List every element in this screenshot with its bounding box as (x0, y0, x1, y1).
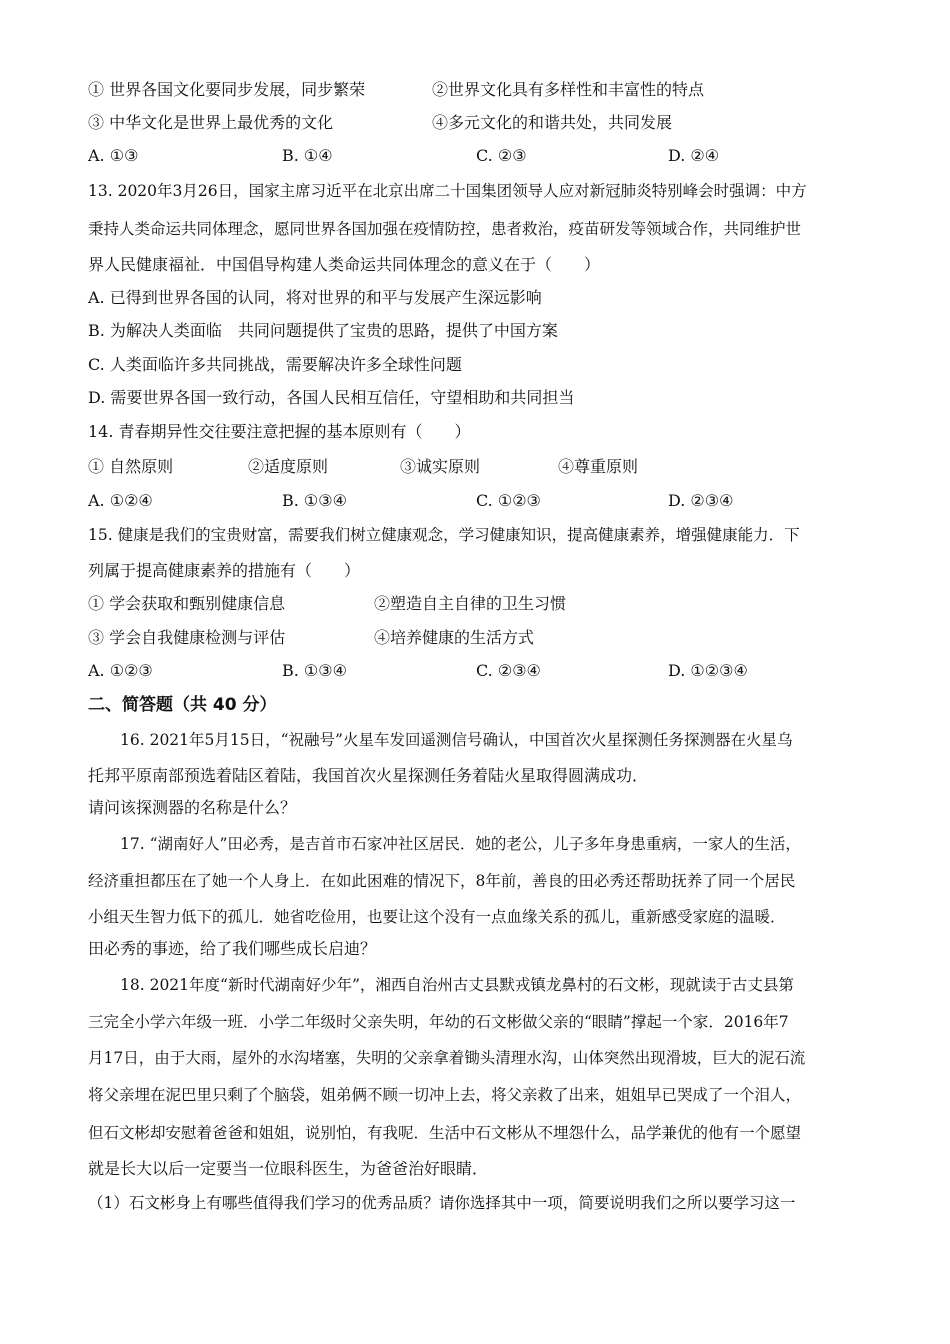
q16-stem-line-2: 托邦平原南部预选着陆区着陆，我国首次火星探测任务着陆火星取得圆满成功． (88, 766, 649, 785)
q15-answer-d: D. ①②③④ (668, 661, 748, 680)
q18-subquestion-1: （1）石文彬身上有哪些值得我们学习的优秀品质？请你选择其中一项，简要说明我们之所以要学习这一 (88, 1194, 796, 1212)
q15-option-2: ②塑造自主自律的卫生习惯 (374, 594, 567, 613)
q14-option-4: ④尊重原则 (558, 457, 639, 476)
q14-option-2: ②适度原则 (248, 457, 329, 476)
q15-stem-line-2: 列属于提高健康素养的措施有（ ） (88, 561, 361, 580)
q13-stem-line-3: 界人民健康福祉．中国倡导构建人类命运共同体理念的意义在于（ ） (88, 255, 601, 274)
q17-stem-line-1: 17. “湖南好人”田必秀，是吉首市石家冲社区居民．她的老公，儿子多年身患重病，一家人的生活， (120, 835, 801, 853)
q16-question: 请问该探测器的名称是什么？ (88, 798, 297, 817)
q12-option-4: ④多元文化的和谐共处，共同发展 (432, 113, 673, 132)
q15-answer-c: C. ②③④ (476, 661, 541, 680)
q15-answer-b: B. ①③④ (282, 661, 347, 680)
q15-stem-line-1: 15. 健康是我们的宝贵财富，需要我们树立健康观念，学习健康知识，提高健康素养，增强健康能力．下 (88, 526, 800, 544)
q12-option-2: ②世界文化具有多样性和丰富性的特点 (432, 80, 705, 99)
q18-stem-line-1: 18. 2021年度“新时代湖南好少年”，湘西自治州古丈县默戎镇龙鼻村的石文彬，现就读于古丈县第 (120, 976, 794, 994)
q16-stem-line-1: 16. 2021年5月15日，“祝融号”火星车发回遥测信号确认，中国首次火星探测任务探测器在火星乌 (120, 731, 793, 749)
q12-option-3: ③ 中华文化是世界上最优秀的文化 (88, 113, 334, 132)
q14-option-1: ① 自然原则 (88, 457, 174, 476)
q14-answer-d: D. ②③④ (668, 491, 734, 510)
q18-stem-line-3: 月17日，由于大雨，屋外的水沟堵塞，失明的父亲拿着锄头清理水沟，山体突然出现滑坡，巨大的泥石流 (88, 1049, 806, 1067)
q15-option-3: ③ 学会自我健康检测与评估 (88, 628, 286, 647)
q13-stem-line-1: 13. 2020年3月26日，国家主席习近平在北京出席二十国集团领导人应对新冠肺炎特别峰会时强调：中方 (88, 182, 807, 200)
q18-stem-line-5: 但石文彬却安慰着爸爸和姐姐，说别怕，有我呢．生活中石文彬从不埋怨什么，品学兼优的他有一个愿望 (88, 1124, 802, 1142)
q12-answer-b: B. ①④ (282, 146, 333, 165)
q12-answer-d: D. ②④ (668, 146, 720, 165)
q14-option-3: ③诚实原则 (400, 457, 481, 476)
q15-option-4: ④培养健康的生活方式 (374, 628, 535, 647)
q14-answer-c: C. ①②③ (476, 491, 541, 510)
q13-answer-a: A. 已得到世界各国的认同，将对世界的和平与发展产生深远影响 (88, 288, 542, 307)
q15-option-1: ① 学会获取和甄别健康信息 (88, 594, 286, 613)
q17-stem-line-3: 小组天生智力低下的孤儿．她省吃俭用，也要让这个没有一点血缘关系的孤儿，重新感受家庭的温暖． (88, 908, 786, 926)
q18-stem-line-2: 三完全小学六年级一班．小学二年级时父亲失明，年幼的石文彬做父亲的“眼睛”撑起一个家．2016年7 (88, 1013, 789, 1031)
q15-answer-a: A. ①②③ (88, 661, 153, 680)
q13-answer-c: C. 人类面临许多共同挑战，需要解决许多全球性问题 (88, 355, 462, 374)
q13-stem-line-2: 秉持人类命运共同体理念，愿同世界各国加强在疫情防控，患者救治，疫苗研发等领域合作，共同维护世 (88, 220, 802, 238)
q14-stem: 14. 青春期异性交往要注意把握的基本原则有（ ） (88, 422, 471, 441)
q12-answer-a: A. ①③ (88, 146, 139, 165)
q17-question: 田必秀的事迹，给了我们哪些成长启迪？ (88, 939, 377, 958)
q17-stem-line-2: 经济重担都压在了她一个人身上．在如此困难的情况下，8年前，善良的田必秀还帮助抚养了同一个居民 (88, 872, 796, 890)
q18-stem-line-6: 就是长大以后一定要当一位眼科医生，为爸爸治好眼睛． (88, 1159, 489, 1178)
q14-answer-a: A. ①②④ (88, 491, 153, 510)
q12-answer-c: C. ②③ (476, 146, 527, 165)
q13-answer-d: D. 需要世界各国一致行动，各国人民相互信任，守望相助和共同担当 (88, 388, 575, 407)
section-title: 二、简答题（共 40 分） (88, 695, 277, 715)
q18-stem-line-4: 将父亲埋在泥巴里只剩了个脑袋，姐弟俩不顾一切冲上去，将父亲救了出来，姐姐早已哭成了一个泪人， (88, 1086, 802, 1104)
q13-answer-b: B. 为解决人类面临 共同问题提供了宝贵的思路，提供了中国方案 (88, 321, 558, 340)
q12-option-1: ① 世界各国文化要同步发展，同步繁荣 (88, 80, 366, 99)
q14-answer-b: B. ①③④ (282, 491, 347, 510)
